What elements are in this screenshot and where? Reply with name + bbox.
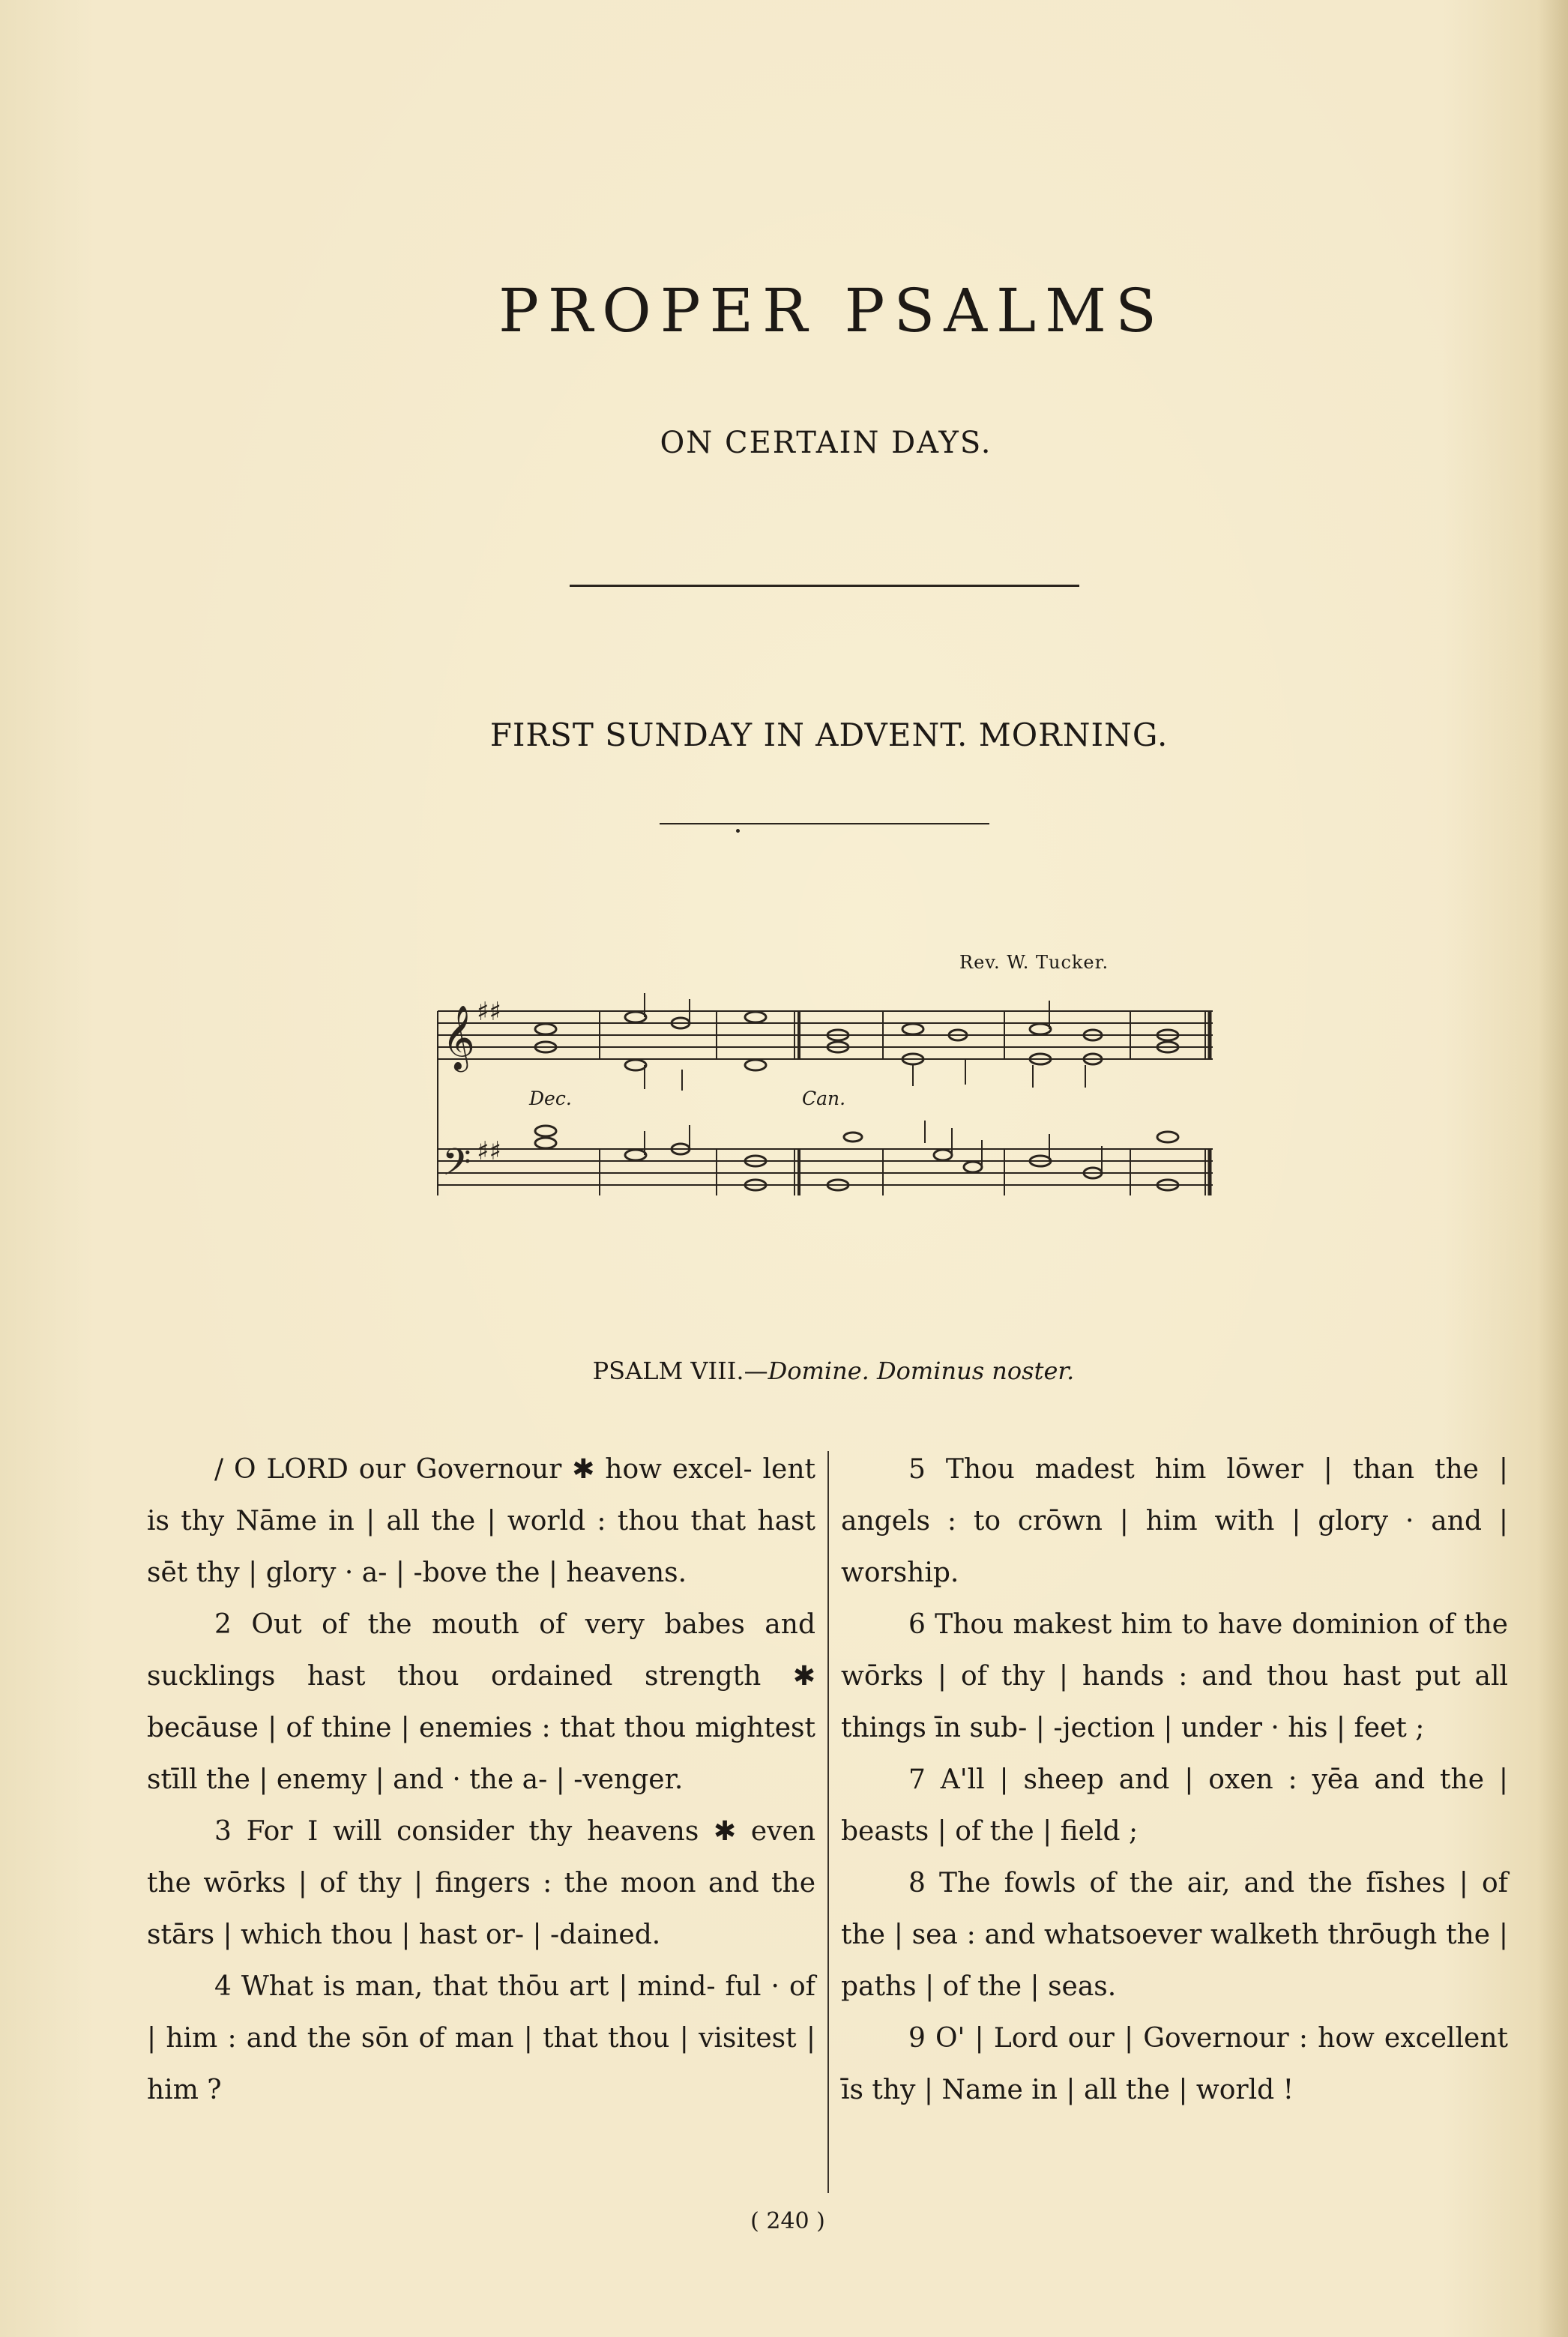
occasion-rule [660, 823, 989, 824]
psalm-column-right [841, 1444, 1508, 2116]
title-rule [570, 585, 1079, 587]
psalm-heading [0, 1357, 1568, 1385]
page-title: PROPER PSALMS [498, 276, 1166, 346]
chant-music-score [433, 986, 1219, 1195]
svg-text:𝄢: 𝄢 [442, 1141, 471, 1193]
psalm-column-left [147, 1444, 815, 2116]
verse-8: 8 The fowls of the air, and the fīshes | of the | sea : and whatsoever walketh thrōugh the | paths | of the | seas. [841, 1868, 1508, 2002]
psalm-latin-title: Domine. Dominus noster. [768, 1357, 1075, 1385]
verse-7: 7 A'll | sheep and | oxen : yēa and the | beasts | of the | field ; [841, 1764, 1508, 1847]
svg-text:♯♯: ♯♯ [477, 1136, 501, 1166]
svg-text:♯♯: ♯♯ [477, 997, 501, 1027]
verse-4: 4 What is man, that thōu art | mind- ful · of | him : and the sōn of man | that thou | visitest | him ? [147, 1971, 815, 2105]
verse-3: 3 For I will consider thy heavens ✱ even the wōrks | of thy | fingers : the moon and the stārs | which thou | hast or- | -dained. [147, 1816, 815, 1950]
verse-1: / O LORD our Governour ✱ how excel- lent is thy Nāme in | all the | world : thou that hast sēt thy | glory · a- | -bove the | heavens. [147, 1454, 815, 1588]
psalm-number: PSALM VIII.— [592, 1357, 768, 1385]
page-subtitle: ON CERTAIN DAYS. [660, 426, 992, 460]
cantoris-label: Can. [802, 1088, 846, 1109]
svg-text:𝄞: 𝄞 [442, 1005, 475, 1070]
verse-9: 9 O' | Lord our | Governour : how excellent īs thy | Name in | all the | world ! [841, 2023, 1508, 2105]
decani-label: Dec. [529, 1088, 572, 1109]
verse-2: 2 Out of the mouth of very babes and sucklings hast thou ordained strength ✱ becāuse | of thine | enemies : that thou mightest stīll the | enemy | and · the a- | -venger. [147, 1609, 815, 1795]
verse-6: 6 Thou makest him to have dominion of the wōrks | of thy | hands : and thou hast put all things īn sub- | -jection | under · his | feet ; [841, 1609, 1508, 1743]
page-edge-shadow [1538, 0, 1568, 2337]
occasion-heading: FIRST SUNDAY IN ADVENT. MORNING. [489, 717, 1169, 753]
chant-composer: Rev. W. Tucker. [959, 952, 1109, 973]
column-divider [827, 1451, 829, 2193]
page-number: ( 240 ) [750, 2208, 825, 2234]
verse-5: 5 Thou madest him lōwer | than the | angels : to crōwn | him with | glory · and | worship. [841, 1454, 1508, 1588]
rule-dot [736, 829, 740, 833]
